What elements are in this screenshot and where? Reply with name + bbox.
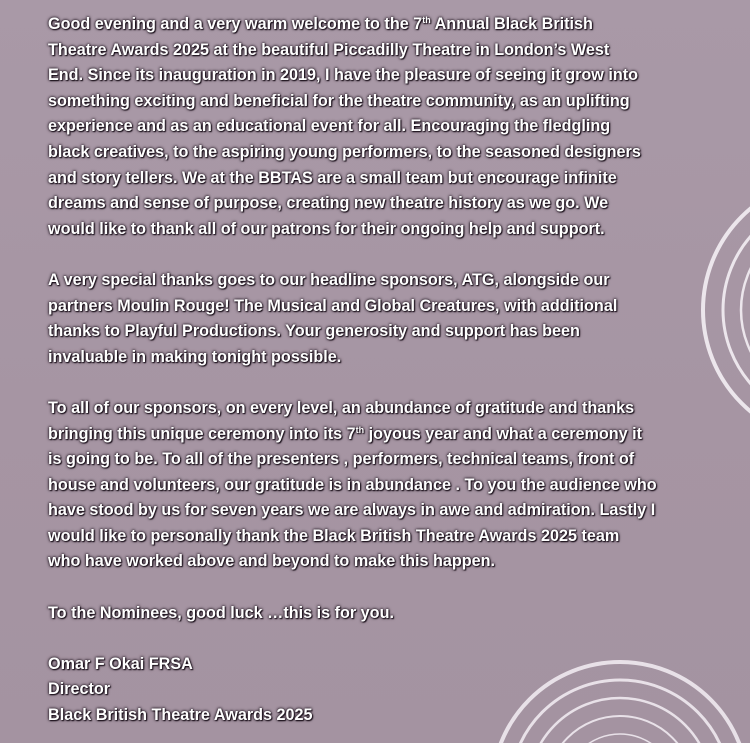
signature-role: Director: [48, 680, 111, 699]
signature-name: Omar F Okai FRSA: [48, 654, 193, 673]
paragraph-gratitude-start: To all of our sponsors, on every level, an abundance of gratitude and thanks bringing this unique ceremony into its 7: [48, 398, 635, 443]
paragraph-sponsors: A very special thanks goes to our headline sponsors, ATG, alongside our partners Moulin Rouge! The Musical and Global Creatures, with additional thanks to Playful Productions. Your generosity and support has been invaluable in making tonight possible.: [48, 270, 618, 366]
paragraph-gratitude: [48, 396, 728, 575]
paragraph-nominees: To the Nominees, good luck …this is for you.: [48, 603, 394, 622]
ordinal-suffix: th: [355, 424, 365, 435]
paragraph-welcome-start: Good evening and a very warm welcome to the 7: [48, 15, 423, 33]
paragraph-welcome: [48, 12, 728, 242]
paragraph-welcome-rest: Annual Black British Theatre Awards 2025 at the beautiful Piccadilly Theatre in London’s West End. Since its inauguration in 2019, I have the pleasure of seeing it grow into something exciting and beneficial for the theatre community, as an uplifting experience and as an educational event for all. Encouraging the fledgling black creatives, to the aspiring young performers, to the seasoned designers and story tellers. We at the BBTAS are a small team but encourage infinite dreams and sense of purpose, creating new theatre history as we go. We would like to thank all of our patrons for their ongoing help and support.: [48, 15, 641, 238]
paragraph-gratitude-rest: joyous year and what a ceremony it is going to be. To all of the presenters , performers, technical teams, front of house and volunteers, our gratitude is in abundance . To you the audience who have stood by us for seven years we are always in awe and admiration. Lastly I would like to personally thank the Black British Theatre Awards 2025 team who have worked above and beyond to make this happen.: [48, 424, 657, 571]
welcome-letter: [48, 12, 728, 729]
signature-organisation: Black British Theatre Awards 2025: [48, 706, 313, 725]
signature-block: [48, 652, 728, 729]
ordinal-suffix: th: [422, 15, 431, 25]
